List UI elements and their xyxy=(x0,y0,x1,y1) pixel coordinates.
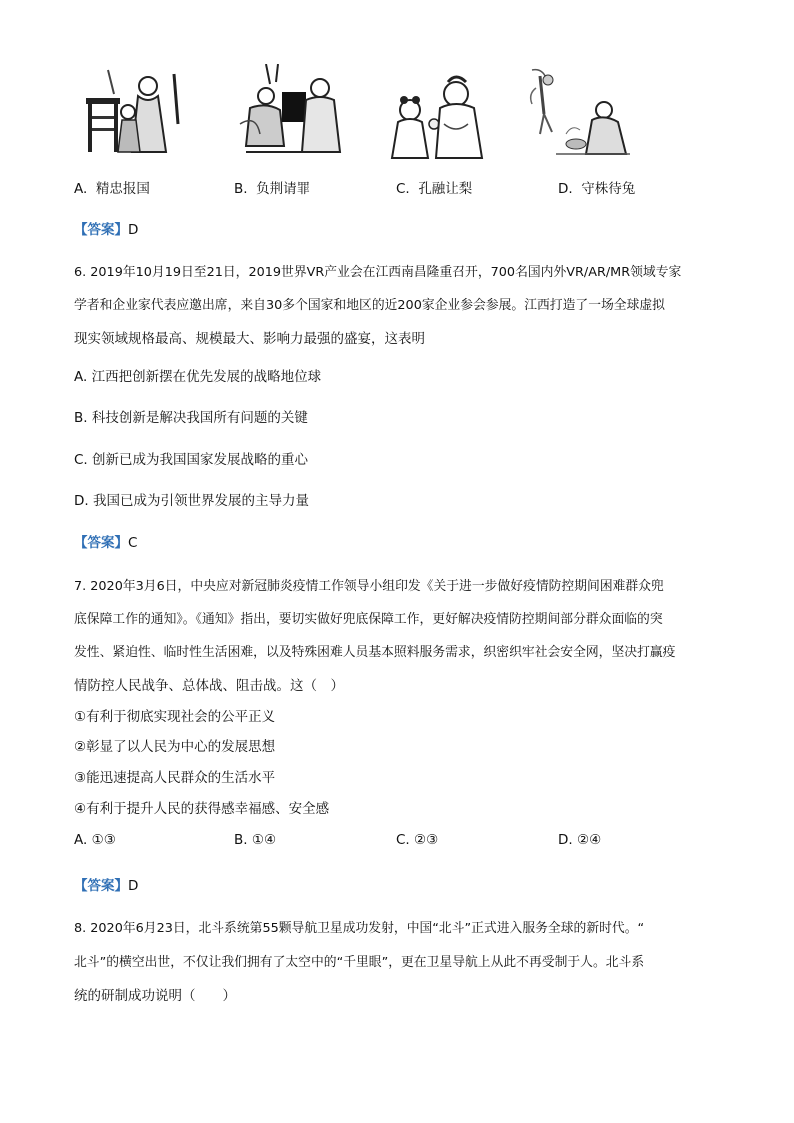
q7-statement-1: ①有利于彻底实现社会的公平正义 xyxy=(74,709,276,725)
q7-option-d: D. ②④ xyxy=(558,832,602,848)
illustration-shouzhu-daitu xyxy=(526,64,638,160)
q7-statement-2: ②彰显了以人民为中心的发展思想 xyxy=(74,739,276,755)
q7-stem-line-4: 情防控人民战争、总体战、阻击战。这（ ） xyxy=(74,678,344,694)
q5-option-a: A. 精忠报国 xyxy=(74,181,150,197)
q8-stem-line-3: 统的研制成功说明（ ） xyxy=(74,988,236,1004)
q8-stem-line-1: 8. 2020年6月23日，北斗系统第55颗导航卫星成功发射，中国“北斗”正式进入服务全球的新时代。“ xyxy=(74,921,645,936)
q6-answer: 【答案】C xyxy=(74,535,138,551)
q6-option-c: C. 创新已成为我国国家发展战略的重心 xyxy=(74,452,309,468)
q6-option-b: B. 科技创新是解决我国所有问题的关键 xyxy=(74,410,308,426)
q7-stem-line-2: 底保障工作的通知》。《通知》指出，要切实做好兜底保障工作，更好解决疫情防控期间部分群众面临的突 xyxy=(74,612,663,627)
q5-option-d: D. 守株待兔 xyxy=(558,181,636,197)
q5-option-b: B. 负荆请罪 xyxy=(234,181,311,197)
q8-stem-line-2: 北斗”的横空出世，不仅让我们拥有了太空中的“千里眼”，更在卫星导航上从此不再受制于人。北斗系 xyxy=(74,955,645,970)
q7-option-c: C. ②③ xyxy=(396,832,439,848)
q5-answer: 【答案】D xyxy=(74,222,139,238)
q6-stem-line-1: 6. 2019年10月19日至21日，2019世界VR产业会在江西南昌隆重召开，700名国内外VR/AR/MR领域专家 xyxy=(74,265,682,280)
q7-stem-line-3: 发性、紧迫性、临时性生活困难，以及特殊困难人员基本照料服务需求，织密织牢社会安全网，坚决打赢疫 xyxy=(74,645,676,660)
q7-option-a: A. ①③ xyxy=(74,832,116,848)
q6-option-a: A. 江西把创新摆在优先发展的战略地位球 xyxy=(74,369,322,385)
q6-option-d: D. 我国已成为引领世界发展的主导力量 xyxy=(74,493,309,509)
q7-answer: 【答案】D xyxy=(74,878,139,894)
q7-option-b: B. ①④ xyxy=(234,832,277,848)
q7-statement-4: ④有利于提升人民的获得感幸福感、安全感 xyxy=(74,801,330,817)
q6-stem-line-2: 学者和企业家代表应邀出席，来自30多个国家和地区的近200家企业参会参展。江西打造了一场全球虚拟 xyxy=(74,298,665,313)
q6-stem-line-3: 现实领域规格最高、规模最大、影响力最强的盛宴，这表明 xyxy=(74,331,425,347)
q7-statement-3: ③能迅速提高人民群众的生活水平 xyxy=(74,770,276,786)
illustration-fujing-qingzui xyxy=(236,64,348,160)
illustration-kongrong-rangli xyxy=(384,64,496,160)
q5-option-c: C. 孔融让梨 xyxy=(396,181,473,197)
q7-stem-line-1: 7. 2020年3月6日，中央应对新冠肺炎疫情工作领导小组印发《关于进一步做好疫情防控期间困难群众兜 xyxy=(74,579,664,594)
illustration-jingzhong-baoguo xyxy=(78,64,190,160)
